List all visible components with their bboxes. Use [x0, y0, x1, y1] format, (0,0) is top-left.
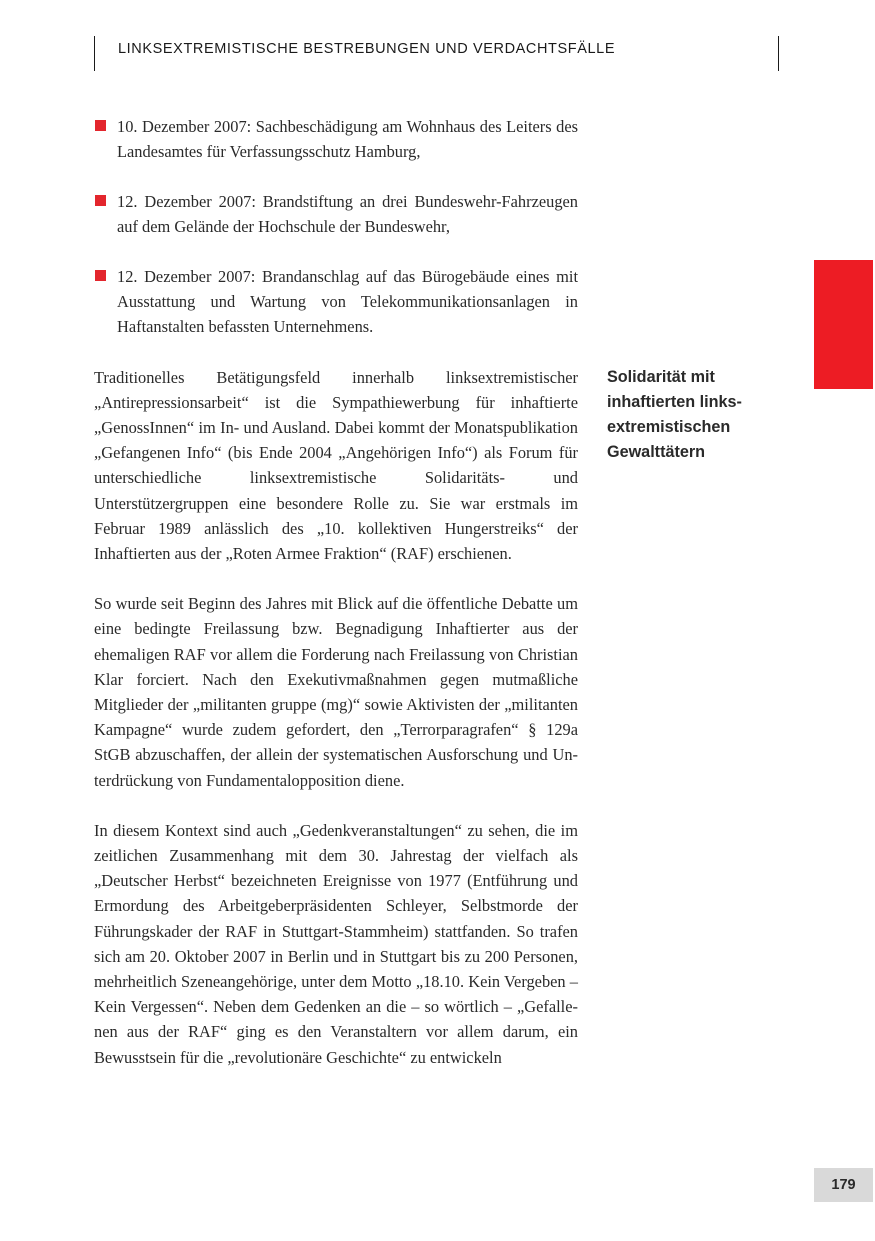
list-item-text: 12. Dezember 2007: Brandanschlag auf das Bürogebäude eines mit Ausstattung und Wartung von Telekommunikationsanlagen in Haftanstalten befassten Unternehmens.: [117, 267, 578, 337]
list-item: [94, 114, 578, 164]
paragraph: Traditionelles Betätigungsfeld innerhalb linksextremistischer „Antirepressionsarbeit“ ist die Sympathiewerbung für inhaftierte „GenossInnen“ im In- und Ausland. Dabei kommt der Monatspublikation „Gefangenen Info“ (bis Ende 2004 „Angehörigen Info“) als Forum für unterschiedliche linksextremistische Solidaritäts- und Unterstützergruppen eine besondere Rolle zu. Sie war erstmals im Februar 1989 anlässlich des „10. kollektiven Hungerstreiks“ der Inhaftierten aus der „Roten Armee Fraktion“ (RAF) erschienen.: [94, 367, 578, 564]
page-number: [814, 1168, 873, 1202]
red-square-bullet-icon: [95, 120, 106, 131]
incident-list: [94, 114, 578, 340]
list-item: [94, 189, 578, 239]
main-text-column: [94, 114, 578, 1070]
red-square-bullet-icon: [95, 270, 106, 281]
list-item-text: 12. Dezember 2007: Brandstiftung an drei Bundeswehr-Fahrzeugen auf dem Gelände der Hochschule der Bundeswehr,: [117, 192, 578, 237]
paragraph: In diesem Kontext sind auch „Gedenkveranstaltungen“ zu sehen, die im zeitlichen Zusammenhang mit dem 30. Jahrestag der vielfach als „Deutscher Herbst“ bezeichneten Ereignisse von 1977 (Entführung und Ermordung des Arbeitgeberpräsidenten Schleyer, Selbstmorde der Führungskader der RAF in Stuttgart-Stammheim) stattfanden. So trafen sich am 20. Oktober 2007 in Berlin und in Stuttgart bis zu 200 Personen, mehrheitlich Szeneangehörige, unter dem Motto „18.10. Kein Vergeben – Kein Vergessen“. Neben dem Gedenken an die – so wörtlich – „Gefallenen aus der RAF“ ging es den Veranstaltern vor allem darum, ein Bewusstsein für die „revolutionäre Geschichte“ zu entwickeln: [94, 820, 578, 1067]
red-square-bullet-icon: [95, 195, 106, 206]
header-rule-left: [94, 36, 95, 71]
margin-heading: Solidarität mit inhaftierten linksextremistischen Gewalttätern: [607, 368, 742, 461]
list-item-text: 10. Dezember 2007: Sachbeschädigung am Wohnhaus des Leiters des Landesamtes für Verfassungsschutz Hamburg,: [117, 117, 578, 162]
running-header: LINKSEXTREMISTISCHE BESTREBUNGEN UND VERDACHTSFÄLLE: [118, 41, 616, 57]
header-rule-right: [778, 36, 779, 71]
paragraph: So wurde seit Beginn des Jahres mit Blick auf die öffentliche Debatte um eine bedingte Freilassung bzw. Begnadigung Inhaftierter aus der ehemaligen RAF vor allem die Forderung nach Freilassung von Christian Klar forciert. Nach den Exekutivmaßnahmen gegen mutmaßliche Mitglieder der „militanten gruppe (mg)“ sowie Aktivisten der „militanten Kampagne“ wurde zudem gefordert, den „Terrorparagrafen“ § 129a StGB abzuschaffen, der allein der systematischen Ausforschung und Unterdrückung von Fundamentalopposition diene.: [94, 594, 578, 790]
list-item: [94, 264, 578, 340]
page-number-text: 179: [831, 1177, 856, 1193]
chapter-tab-marker: [814, 260, 873, 389]
